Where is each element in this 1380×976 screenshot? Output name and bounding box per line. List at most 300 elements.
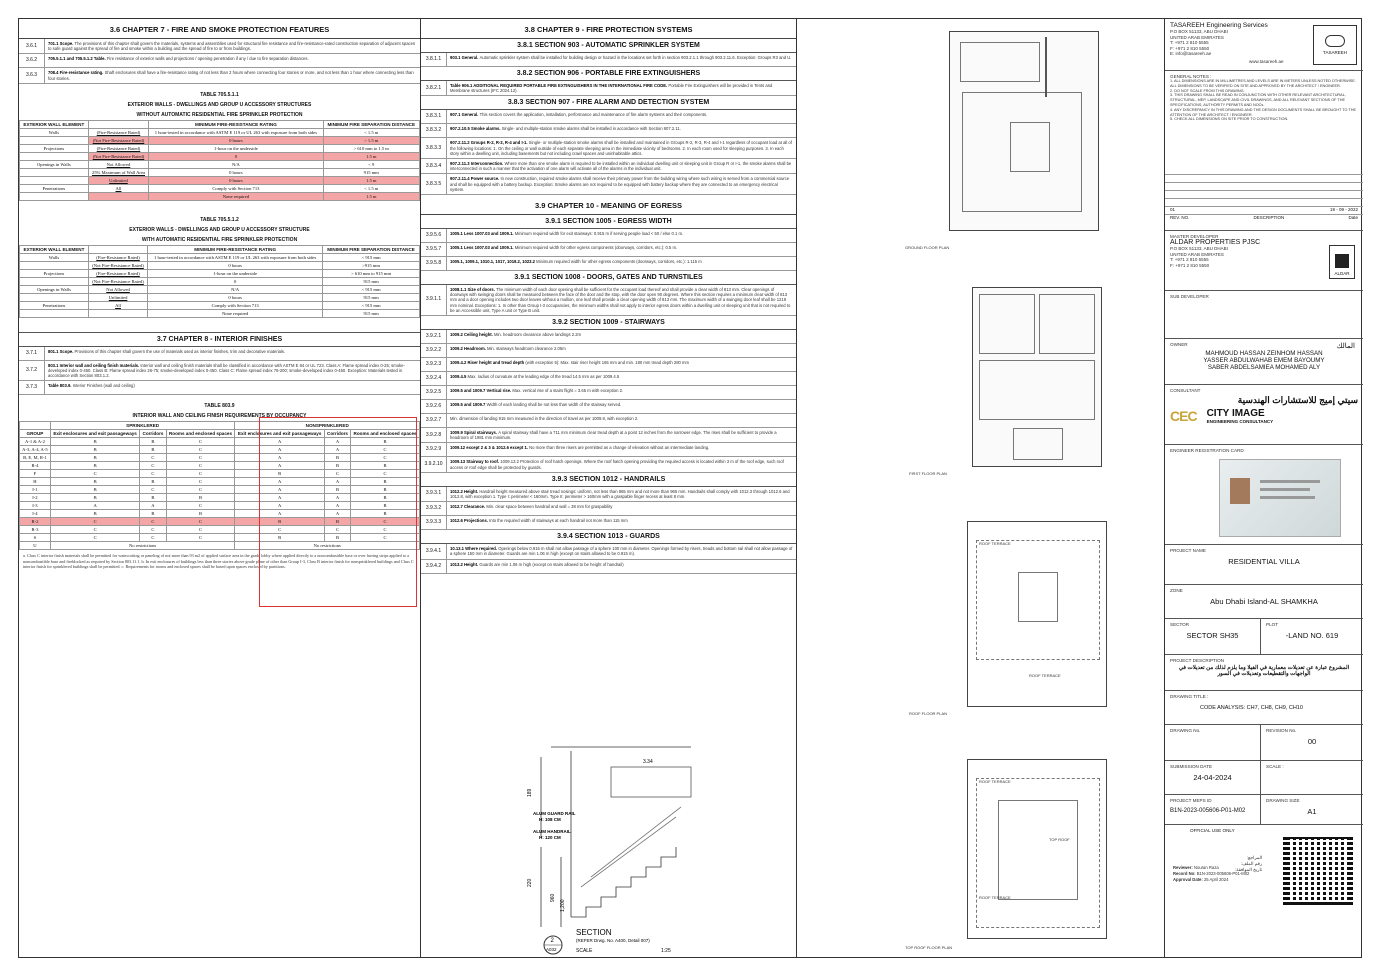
clause-number: 3.9.5.6 bbox=[421, 229, 447, 242]
sec1008-row bbox=[421, 285, 796, 316]
table-cell: A bbox=[50, 502, 139, 510]
table-cell: All bbox=[88, 301, 147, 309]
table2-wrap bbox=[19, 245, 420, 322]
table-cell: 0 hours bbox=[148, 293, 323, 301]
dim-3-34: 3.34 bbox=[643, 759, 653, 765]
table-group-cell: NONSPRINKLERED bbox=[235, 422, 420, 430]
revision-grid bbox=[1165, 174, 1363, 230]
table-header-cell: GROUP bbox=[20, 430, 51, 438]
approval-date: 25 April 2024 bbox=[1203, 877, 1229, 882]
table-cell: N/A bbox=[148, 285, 323, 293]
drawing-title-block bbox=[1165, 691, 1363, 725]
handrail-line bbox=[581, 817, 676, 887]
stair-steps bbox=[571, 847, 676, 917]
text-line: T: +971 2 810 5555 bbox=[1170, 40, 1209, 46]
table-cell: 1-hour on the underside bbox=[149, 144, 323, 152]
table-cell: B bbox=[235, 534, 324, 542]
zone-value: Abu Dhabi Island-AL SHAMKHA bbox=[1210, 597, 1318, 606]
table-row bbox=[20, 168, 420, 176]
text-line: 5. CHECK ALL DIMENSIONS ON SITE PRIOR TO CONSTRUCTION. bbox=[1170, 117, 1289, 122]
roof-terrace-label-3: ROOF TERRACE bbox=[979, 779, 1011, 784]
table-cell: 915 mm bbox=[323, 277, 420, 285]
top-roof-floor-plan bbox=[967, 759, 1107, 939]
project-ref-cell bbox=[1165, 795, 1261, 824]
clause-number: 3.9.2.9 bbox=[421, 443, 447, 456]
table-705-5-1-2 bbox=[19, 245, 420, 318]
plot-label: PLOT bbox=[1266, 622, 1278, 627]
section-907-rows bbox=[421, 110, 796, 195]
roof-terrace-label-1: ROOF TERRACE bbox=[979, 541, 1011, 546]
table-cell: I-4 bbox=[20, 510, 51, 518]
table-cell: C bbox=[166, 438, 235, 446]
table-cell: N/A bbox=[149, 160, 323, 168]
table-cell: C bbox=[166, 454, 235, 462]
clause-text: 903.1 General. Automatic sprinkler system shall be installed for building design or hazard in the locations set forth in section 903.2.1.1 through 903.2.11.6. Exception: Groups R3 and U. bbox=[450, 55, 792, 60]
clause-text: 705.5.1.1 and 705.5.1.2 Table. Fire resistance of exterior walls and projections / opening penetration if any / due to fire separation distances. bbox=[48, 56, 309, 62]
table-cell: C bbox=[140, 486, 166, 494]
sec1009-row bbox=[421, 386, 796, 400]
master-dev-name: ALDAR PROPERTIES PJSC bbox=[1170, 239, 1261, 246]
table-cell: H bbox=[20, 478, 51, 486]
tasareeh-logo-text: TASAREEH bbox=[1323, 50, 1347, 55]
sub-developer-block bbox=[1165, 291, 1363, 339]
table-header-cell: MINIMUM FIRE-RESISTANCE RATING bbox=[148, 245, 323, 253]
approval-label: Approval Date: bbox=[1173, 877, 1203, 882]
table-cell: > 610 mm to 1.5 m bbox=[323, 144, 419, 152]
sec1005-row bbox=[421, 243, 796, 257]
roof-terrace-label-2: ROOF TERRACE bbox=[1029, 673, 1061, 678]
table-row bbox=[20, 301, 420, 309]
table-cell: A bbox=[324, 502, 350, 510]
table-cell: C bbox=[324, 526, 350, 534]
table-cell: 0 hours bbox=[148, 261, 323, 269]
table-cell: A bbox=[235, 438, 324, 446]
table-cell: < 1.5 m bbox=[323, 184, 419, 192]
reviewer-label: Reviewer: bbox=[1173, 865, 1193, 870]
table-cell: B bbox=[50, 438, 139, 446]
table-row bbox=[20, 261, 420, 269]
table-row bbox=[20, 253, 420, 261]
table-cell: B bbox=[166, 510, 235, 518]
table-cell: (Not Fire-Resistance Rated) bbox=[88, 261, 147, 269]
sec1009-row bbox=[421, 457, 796, 472]
clause-number: 3.7.1 bbox=[19, 347, 45, 360]
clause-text: Min. dimension of landing 915 mm measured in the direction of travel as per 1009.8, with exception 2. bbox=[450, 416, 639, 422]
clause-number: 3.9.2.2 bbox=[421, 344, 447, 357]
table-cell: 1.5 m bbox=[323, 152, 419, 160]
table-header-cell: Corridors bbox=[324, 430, 350, 438]
revision-no: 00 bbox=[1307, 737, 1317, 746]
revision-row bbox=[1165, 206, 1363, 214]
top-roof-floor-label: TOP ROOF FLOOR PLAN bbox=[905, 945, 953, 950]
table-cell: B bbox=[166, 494, 235, 502]
table-cell bbox=[20, 261, 89, 269]
firm-web: www.tasareeh.ae bbox=[1249, 59, 1284, 64]
section-1009-rows bbox=[421, 330, 796, 473]
table-cell: B bbox=[351, 502, 420, 510]
table-header-cell: Rooms and enclosed spaces bbox=[166, 430, 235, 438]
clause-text: 1005.1 Less 1007.03 and 1009.1. Minimum required width for other egress components (doorways, corridors, etc.): 0.5 m. bbox=[450, 245, 678, 251]
sec907-row bbox=[421, 159, 796, 174]
table-cell bbox=[20, 152, 89, 160]
table-cell: 915 mm bbox=[323, 168, 419, 176]
table-cell: C bbox=[166, 518, 235, 526]
engineer-card-image bbox=[1219, 459, 1341, 537]
general-notes bbox=[1165, 71, 1363, 231]
table-cell: A bbox=[235, 478, 324, 486]
text-line: P.O BOX 51133, ABU DHABI bbox=[1170, 246, 1228, 251]
clause-text: Table 906.1 ADDITIONAL REQUIRED PORTABLE FIRE EXTINGUISHERS IN THE INTERNATIONAL FIRE CODE. Portable Fire Extinguishers will be provided in Tents and Membrane structures (IFC 2024.12). bbox=[450, 83, 773, 94]
record-number: B1N-2023-005606-P01-M02 bbox=[1196, 871, 1250, 876]
table-cell: C bbox=[140, 518, 166, 526]
text-line: 1. ALL DIMENSIONS ARE IN MILLIMETRES AND LEVELS ARE IN METERS UNLESS NOTED OTHERWISE. ALL DIMENSIONS TO BE VERIFIED ON SITE AND APPROVED BY THE ARCHITECT / ENGINEER. bbox=[1170, 79, 1356, 88]
general-notes-list bbox=[1170, 79, 1358, 122]
sector-plot-block bbox=[1165, 619, 1363, 655]
table-row bbox=[20, 277, 420, 285]
table-cell: < 915 mm bbox=[323, 285, 420, 293]
table-cell: C bbox=[50, 526, 139, 534]
plot-cell bbox=[1261, 619, 1363, 654]
sec1012-row bbox=[421, 516, 796, 530]
text-line: UNITED ARAB EMIRATES bbox=[1170, 251, 1224, 257]
table-cell: A bbox=[235, 454, 324, 462]
table-cell: C bbox=[140, 526, 166, 534]
record-label-arabic: رقم الملف: bbox=[1240, 861, 1263, 866]
table2-title: TABLE 705.5.1.2 bbox=[200, 216, 239, 223]
clause-number: 3.9.5.7 bbox=[421, 243, 447, 256]
sec1009-row bbox=[421, 330, 796, 344]
sec1013-row bbox=[421, 544, 796, 559]
table-row bbox=[20, 184, 420, 192]
table-header-cell: Exit enclosures and exit passageways bbox=[235, 430, 324, 438]
table-cell: Unlimited bbox=[88, 176, 149, 184]
submission-block bbox=[1165, 761, 1363, 795]
table-cell: B bbox=[235, 470, 324, 478]
column-floor-plans bbox=[797, 19, 1165, 957]
sec1009-row bbox=[421, 372, 796, 386]
project-name: RESIDENTIAL VILLA bbox=[1228, 557, 1300, 566]
table-cell: Unlimited bbox=[88, 293, 147, 301]
text-line: UNITED ARAB EMIRATES bbox=[1170, 34, 1224, 40]
text-line: 2. DO NOT SCALE FROM THIS DRAWING. bbox=[1170, 88, 1245, 93]
table-cell: C bbox=[140, 462, 166, 470]
sec1009-row bbox=[421, 428, 796, 443]
table-cell: 1-hour on the underside bbox=[148, 269, 323, 277]
reviewer-name: Nouran Raza bbox=[1193, 865, 1219, 870]
table1-wrap bbox=[19, 120, 420, 205]
bubble-number: 2 bbox=[550, 938, 554, 944]
table-cell bbox=[88, 192, 149, 200]
ch7-row bbox=[19, 68, 420, 83]
table-cell: < 915 mm bbox=[323, 301, 420, 309]
table-cell: C bbox=[351, 454, 420, 462]
bubble-sheet: A032 bbox=[546, 947, 557, 952]
engineer-card-block bbox=[1165, 445, 1363, 545]
table-cell: (Not Fire-Resistance Rated) bbox=[88, 136, 149, 144]
clause-number: 3.7.2 bbox=[19, 361, 45, 381]
section-scale-label: SCALE bbox=[576, 948, 593, 954]
table-cell: 915 mm bbox=[323, 293, 420, 301]
sec1009-row bbox=[421, 400, 796, 414]
table-cell: None required bbox=[149, 192, 323, 200]
sec907-row bbox=[421, 110, 796, 124]
table-cell: B bbox=[351, 438, 420, 446]
project-ref: B1N-2023-005606-P01-M02 bbox=[1170, 808, 1246, 814]
sec906-row bbox=[421, 81, 796, 96]
table-cell: C bbox=[140, 470, 166, 478]
table-cell bbox=[20, 277, 89, 285]
clause-text: 1009.13 Stairway to roof. 1009.13.2 Protection of roof hatch openings. Where the roof hatch opening providing the required access is located within 3 m of the roof edge, such roof access or roof edge shall be protected by guards. bbox=[450, 459, 784, 470]
clause-text: 1009.4.2 Riser height and tread depth (with exception 5): Max. stair riser height 165 mm and min. 180 mm tread depth 280 mm bbox=[450, 360, 690, 366]
clause-text: 803.1 Interior wall and ceiling finish materials. Interior wall and ceiling finish materials shall be classified in accordance with ASTM E 84 or UL 723. Class A: Flame spread index 0-25; smoke-developed index 0-450. Class B: Flame spread index 26-75; smoke-developed index 0-450. Class C: Flame spread index 76-200; smoke-developed index 0-450. Exception: Materials tested in accordance with Section 803.1.2. bbox=[48, 362, 405, 379]
clause-text: 701.1 Scope. The provisions of this chapter shall govern the materials, systems and assemblies used for structural fire resistance and fire-resistance-rated construction separation of adjacent spaces to safe guard against the spread of fire and smoke within a building and the spread of fire to or from buildings. bbox=[48, 41, 416, 52]
text-line: YASSER ABDULWAHAB EMEM BAYOUMY bbox=[1203, 357, 1325, 364]
table-cell: A bbox=[235, 486, 324, 494]
ch9-title: 3.8 CHAPTER 9 - FIRE PROTECTION SYSTEMS bbox=[421, 19, 796, 39]
sec1009-row bbox=[421, 443, 796, 457]
clause-number: 3.9.4.1 bbox=[421, 544, 447, 558]
review-info-arabic bbox=[1235, 855, 1262, 873]
clause-text: 907.2.11.3 Interconnection. Where more than one smoke alarm is required to be installed within an individual dwelling unit or sleeping unit in Group R or I-1, the smoke alarms shall be interconnected in such a manner that the activation of one alarm will activate all of the alarms in the individual unit. bbox=[450, 161, 792, 172]
table-cell: B bbox=[140, 510, 166, 518]
guardrail-line bbox=[591, 807, 681, 877]
text-line: F: +971 2 810 5550 bbox=[1170, 45, 1210, 51]
size-label: DRAWING SIZE bbox=[1266, 798, 1300, 803]
zone-label: ZONE bbox=[1170, 588, 1183, 593]
clause-text: 708.4 Fire-resistance rating. Shaft enclosures shall have a fire-resistance rating of not less than 2 hours where connecting four stories or more, and not less than 1 hour where connecting less than four stories. bbox=[48, 70, 414, 81]
table3-wrap bbox=[19, 421, 420, 550]
clause-number: 3.8.2.1 bbox=[421, 81, 447, 95]
clause-number: 3.9.2.6 bbox=[421, 400, 447, 413]
ground-floor-plan bbox=[949, 31, 1099, 231]
cec-logo-text: CEC bbox=[1170, 408, 1197, 424]
table-cell bbox=[20, 168, 89, 176]
table-cell: B bbox=[351, 494, 420, 502]
table-cell: Penetrations bbox=[20, 301, 89, 309]
table-cell: Projections bbox=[20, 269, 89, 277]
table-row bbox=[20, 309, 420, 317]
table-cell: 0 bbox=[149, 152, 323, 160]
table-cell: C bbox=[166, 502, 235, 510]
table-cell: C bbox=[140, 534, 166, 542]
sector-value: SECTOR SH35 bbox=[1186, 631, 1239, 640]
table1-subtitle2: WITHOUT AUTOMATIC RESIDENTIAL FIRE SPRINKLER PROTECTION bbox=[136, 111, 303, 118]
table-cell: B bbox=[50, 454, 139, 462]
table-cell: Penetrations bbox=[20, 184, 89, 192]
sub-dev-label: SUB DEVELOPER bbox=[1170, 294, 1209, 299]
top-roof-label: TOP ROOF bbox=[1049, 837, 1070, 842]
clause-text: 10.13.1 Where required. Openings below 0.915 m shall not allow passage of a sphere 100 mm in diameter. Openings formed by risers, treads and bottom rail shall not allow passage of a sphere 150 mm in diameter. Guards are min 1.06 m high (except on stairs allowed to be 0.915 m). bbox=[450, 546, 793, 557]
table-cell: C bbox=[140, 454, 166, 462]
drawing-no-label: DRAWING No. bbox=[1170, 728, 1201, 733]
drawing-title: CODE ANALYSIS: CH7, CH8, CH9, CH10 bbox=[1200, 705, 1303, 711]
table-cell: 1 hour-tested in accordance with ASTM E 119 or UL 263 with exposure from both sides bbox=[148, 253, 323, 261]
table-cell bbox=[20, 136, 89, 144]
table-cell: B bbox=[235, 518, 324, 526]
clause-number: 3.9.2.1 bbox=[421, 330, 447, 343]
table-header-cell bbox=[88, 245, 147, 253]
table-cell: I-3 bbox=[20, 502, 51, 510]
consultant-arabic: سيتي إميج للاستشارات الهندسية bbox=[1237, 395, 1358, 405]
drawing-title-label: DRAWING TITLE : bbox=[1170, 694, 1209, 699]
table-cell: (Not Fire-Resistance Rated) bbox=[88, 277, 147, 285]
record-label: Record No: bbox=[1173, 871, 1196, 876]
eng-card-label: ENGINEER REGISTRATION CARD bbox=[1170, 448, 1244, 453]
table-cell: C bbox=[351, 518, 420, 526]
text-line: T: +971 2 810 5555 bbox=[1170, 257, 1209, 263]
table-header-cell: MINIMUM FIRE SEPARATION DISTANCE bbox=[323, 245, 420, 253]
section-scale: 1:25 bbox=[661, 948, 671, 954]
table-cell: B bbox=[324, 486, 350, 494]
section-1012-title: 3.9.3 SECTION 1012 - HANDRAILS bbox=[421, 473, 796, 487]
column-chapter7-8 bbox=[19, 19, 421, 957]
sec1012-row bbox=[421, 487, 796, 502]
table-cell: C bbox=[351, 446, 420, 454]
aldar-logo bbox=[1329, 245, 1355, 279]
section-ref: (REFER Drwg. No. A400, Detail 007) bbox=[576, 938, 650, 943]
table-cell: A bbox=[324, 478, 350, 486]
project-name-block bbox=[1165, 545, 1363, 585]
table-cell: >915 mm bbox=[323, 261, 420, 269]
table-cell: (Fire-Resistance Rated) bbox=[88, 269, 147, 277]
table-cell: A bbox=[235, 502, 324, 510]
clause-number: 3.9.3.2 bbox=[421, 502, 447, 515]
section-1013-rows bbox=[421, 544, 796, 573]
clause-text: 907.2.11.2 Groups R-2, R-3, R-4 and I-1. Single- or multiple-station smoke alarms shall be installed and maintained in Groups R-2, R-3, R-4 and I-1 regardless of occupant load at all of the following locations: 1. On the ceiling or wall outside of each separate sleeping area in the immediate vicinity of bedrooms. 2. In each room used for sleeping purposes. 3. In each story within a dwelling unit, including basements but not including crawl spaces and uninhabitable attics. bbox=[450, 140, 792, 156]
table-cell: R-2 bbox=[20, 518, 51, 526]
table-cell: 0 hours bbox=[149, 176, 323, 184]
revision-no-cell bbox=[1261, 725, 1363, 760]
table-cell: Comply with Section 713 bbox=[149, 184, 323, 192]
table-cell: 0 bbox=[148, 277, 323, 285]
clause-number: 3.8.3.5 bbox=[421, 174, 447, 194]
table-cell: C bbox=[166, 462, 235, 470]
section-1005-title: 3.9.1 SECTION 1005 - EGRESS WIDTH bbox=[421, 215, 796, 229]
clause-text: 1013.2 Height. Guards are min 1.06 m high (except on stairs allowed to be height of handrail) bbox=[450, 561, 624, 567]
table-cell: C bbox=[166, 446, 235, 454]
table-cell: B bbox=[50, 462, 139, 470]
table2-subtitle2: WITH AUTOMATIC RESIDENTIAL FIRE SPRINKLER PROTECTION bbox=[141, 236, 298, 243]
table-cell: 1.5 m bbox=[323, 192, 419, 200]
clause-number: 3.9.3.1 bbox=[421, 487, 447, 501]
section-1009-title: 3.9.2 SECTION 1009 - STAIRWAYS bbox=[421, 316, 796, 330]
scale-cell bbox=[1261, 761, 1363, 794]
table-cell: No restrictions bbox=[50, 542, 235, 550]
clause-text: 1009.5 and 1009.7 Width of each landing shall be not less than width of the stairway served. bbox=[450, 402, 622, 408]
consultant-block bbox=[1165, 385, 1363, 445]
table-header-cell: EXTERIOR WALL ELEMENT bbox=[20, 120, 89, 128]
clause-text: 1009.2 Headroom. Min. stairways headroom clearance 2.05m bbox=[450, 346, 566, 352]
project-desc-arabic: المشروع عبارة عن تعديلات معمارية في الفيلا وما يلزم لذلك من تعديلات في الواجهات والتقطيعات وتعديلات في السور bbox=[1178, 665, 1350, 677]
revision-header-cell: Date bbox=[1348, 215, 1358, 220]
table-cell: B bbox=[324, 454, 350, 462]
table-cell: Walls bbox=[20, 253, 89, 261]
sector-label: SECTOR bbox=[1170, 622, 1190, 627]
nonsprinklered-highlight-box bbox=[259, 417, 417, 607]
sec903-row bbox=[421, 53, 796, 67]
official-use-label: OFFICIAL USE ONLY bbox=[1190, 828, 1235, 833]
clause-text: 1012.2 Height. Handrail height measured above stair tread nosings: uniform, not less than 865 mm and not more than 965 mm. Handrails shall comply with 1012.3 through 1012.6 and 1012.8, with exception 1. Type I: perimeter < 160mm. Type II: perimeter > 160mm with a graspable finger recess at least 8 mm. bbox=[450, 488, 790, 500]
plot-value: -LAND NO. 619 bbox=[1285, 631, 1339, 640]
qr-code bbox=[1283, 835, 1353, 905]
table-cell: R-4 bbox=[20, 462, 51, 470]
table-row bbox=[20, 176, 420, 184]
table-header-cell bbox=[88, 120, 149, 128]
clause-number: 3.9.2.10 bbox=[421, 457, 447, 471]
table-cell: (Not Fire-Resistance Rated) bbox=[88, 152, 149, 160]
table-cell: A bbox=[324, 510, 350, 518]
clause-text: 1012.7 Clearance. Min. clear space between handrail and wall = 38 mm for graspability bbox=[450, 504, 613, 510]
section-title: SECTION bbox=[576, 928, 612, 937]
reviewer-label-arabic: المراجع: bbox=[1246, 855, 1263, 860]
table-cell: B bbox=[324, 462, 350, 470]
section-906-title: 3.8.2 SECTION 906 - PORTABLE FIRE EXTINGUISHERS bbox=[421, 67, 796, 81]
owner-label-arabic: المالك bbox=[1336, 343, 1355, 350]
text-line: MAHMOUD HASSAN ZEINHOM HASSAN bbox=[1205, 350, 1323, 357]
section-903-rows bbox=[421, 53, 796, 67]
table-header-cell: Corridors bbox=[140, 430, 166, 438]
table-header-row bbox=[20, 245, 420, 253]
section-1008-rows bbox=[421, 285, 796, 316]
table-cell: C bbox=[235, 526, 324, 534]
table-cell: Walls bbox=[20, 128, 89, 136]
table-cell: 1.5 m bbox=[323, 176, 419, 184]
clause-text: 1012.6 Projections. Into the required width of stairways at each handrail not more than 115 mm bbox=[450, 518, 628, 524]
table-row bbox=[20, 128, 420, 136]
clause-number: 3.8.3.4 bbox=[421, 159, 447, 173]
table-cell: < 1.5 m bbox=[323, 128, 419, 136]
clause-number: 3.9.2.3 bbox=[421, 358, 447, 371]
project-ref-block bbox=[1165, 795, 1363, 825]
sec1009-row bbox=[421, 358, 796, 372]
table-cell: B bbox=[50, 446, 139, 454]
revision-no-label: REVISION No. bbox=[1266, 728, 1297, 733]
firm-block bbox=[1165, 19, 1363, 71]
table-cell: A bbox=[140, 502, 166, 510]
clause-number: 3.6.2 bbox=[19, 54, 45, 67]
title-block bbox=[1165, 19, 1363, 957]
ch8-rows bbox=[19, 347, 420, 396]
clause-number: 3.6.3 bbox=[19, 68, 45, 82]
first-floor-label: FIRST FLOOR PLAN bbox=[909, 471, 947, 476]
clause-number: 3.7.3 bbox=[19, 381, 45, 394]
table-cell: Not Allowed bbox=[88, 285, 147, 293]
column-chapter9-10 bbox=[421, 19, 797, 957]
section-907-title: 3.8.3 SECTION 907 - FIRE ALARM AND DETECTION SYSTEM bbox=[421, 96, 796, 110]
table3-title: TABLE 803.9 bbox=[204, 403, 235, 410]
clause-number: 3.9.4.2 bbox=[421, 560, 447, 573]
sec1005-row bbox=[421, 257, 796, 271]
zone-block bbox=[1165, 585, 1363, 619]
table-cell: 0 hours bbox=[149, 168, 323, 176]
section-1012-rows bbox=[421, 487, 796, 530]
table-cell bbox=[88, 309, 147, 317]
clause-text: 1008.1.1 Size of doors. The minimum width of each door opening shall be sufficient for the occupant load thereof and shall provide a clear width of 813 mm. Clear openings of doorways with swinging doors shall be measured between the face of the door and the stop, with the door open 90 degrees. Where this section requires a minimum clear width of 813 mm and a door opening includes two door leaves without a mullion, one leaf shall provide a clear opening width of 813 mm. The maximum width of a swinging door leaf shall be 1219 mm nominal. Exceptions: 1. In other than Group I-3 occupancies, the minimum widths shall not apply to interior egress doors within a dwelling unit or sleeping unit that is not required to be an Accessible unit, Type A unit or Type B unit. bbox=[450, 287, 791, 313]
table-cell: Openings in Walls bbox=[20, 160, 89, 168]
text-line: SABER ABDELSAMIEA MOHAMED ALY bbox=[1207, 364, 1321, 371]
revision-row-number: 01 bbox=[1170, 207, 1176, 212]
table-cell: B bbox=[140, 478, 166, 486]
clause-number: 3.9.2.8 bbox=[421, 428, 447, 442]
table-cell: B bbox=[324, 518, 350, 526]
table-cell: I-2 bbox=[20, 494, 51, 502]
ch8-title: 3.7 CHAPTER 8 - INTERIOR FINISHES bbox=[19, 332, 420, 347]
table-cell: A bbox=[235, 462, 324, 470]
table-cell: B bbox=[140, 446, 166, 454]
clause-number: 3.9.2.4 bbox=[421, 372, 447, 385]
table-cell: R-3 bbox=[20, 526, 51, 534]
drawing-no-block bbox=[1165, 725, 1363, 761]
